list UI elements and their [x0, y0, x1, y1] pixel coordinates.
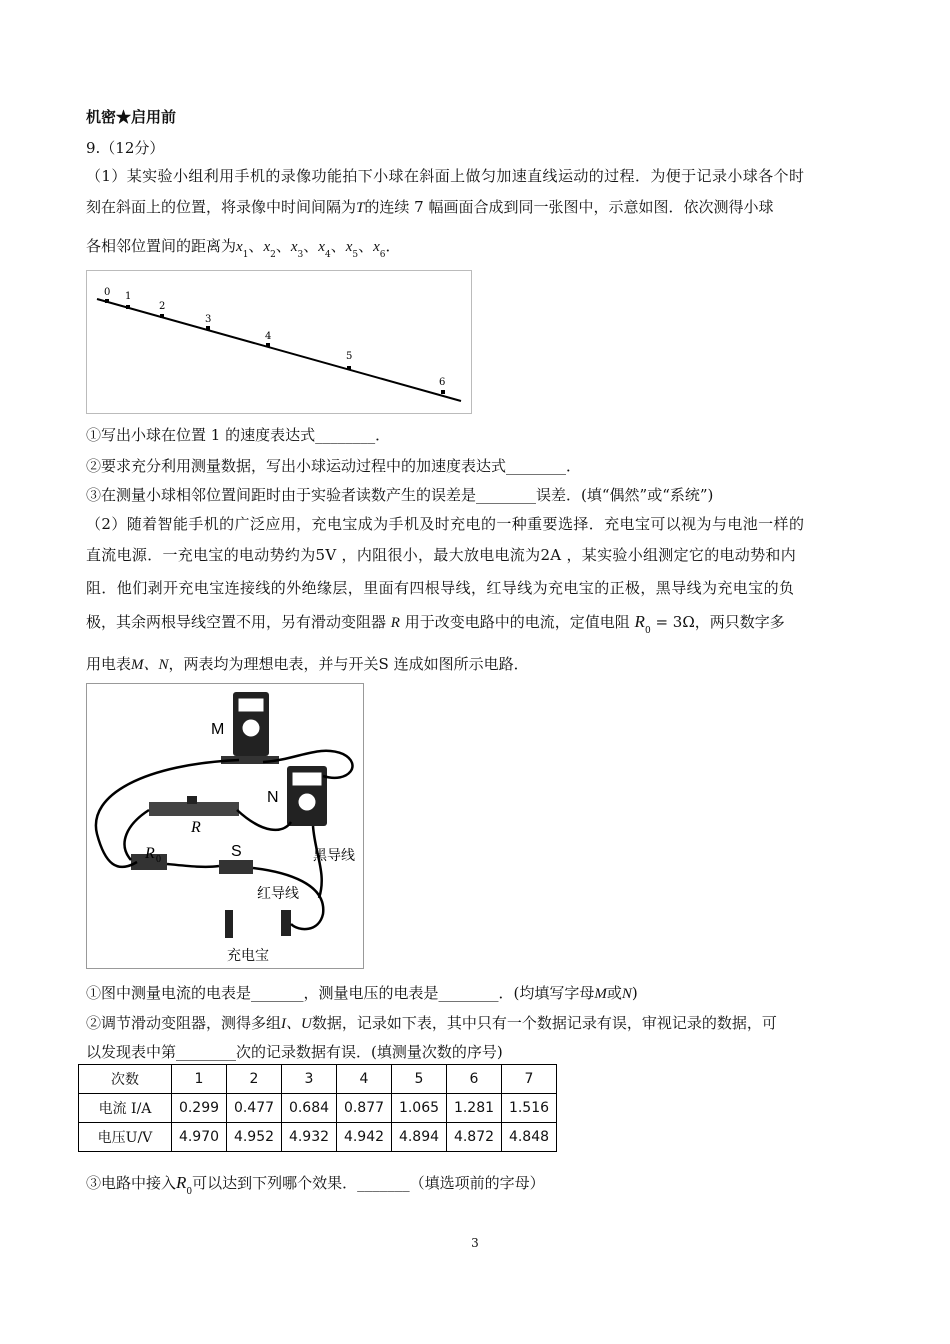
- table-current-label: 电流 I/A: [79, 1094, 172, 1123]
- part2-para4-c: ，两只数字多: [694, 613, 785, 631]
- x-symbol: x: [263, 239, 271, 255]
- separator: 、: [358, 237, 374, 255]
- table-cell: 5: [392, 1065, 447, 1094]
- point-label-4: 4: [265, 331, 272, 342]
- table-voltage-label: 电压U/V: [79, 1123, 172, 1152]
- symbol-R0-q3-sub: 0: [186, 1187, 193, 1197]
- table-cell: 4.942: [337, 1123, 392, 1152]
- x-sub: 5: [352, 250, 359, 260]
- separator: 、: [330, 237, 346, 255]
- table-cell: 0.877: [337, 1094, 392, 1123]
- part2-para5: [86, 654, 529, 675]
- incline-diagram: [87, 271, 471, 413]
- part1-para3-text: 各相邻位置间的距离为: [86, 237, 237, 255]
- table-row: [79, 1094, 557, 1123]
- x-symbol: x: [290, 239, 298, 255]
- meter-m-dial: [242, 719, 260, 737]
- ball-mark-5: [347, 366, 351, 370]
- part2-para3: 阻．他们剥开充电宝连接线的外绝缘层，里面有四根导线，红导线为充电宝的正极，黑导线为充电宝的负: [86, 579, 795, 597]
- confidential-header: 机密★启用前: [86, 108, 177, 126]
- symbol-R0-q3: R: [176, 1173, 187, 1192]
- label-r0-sub: 0: [156, 854, 161, 865]
- ball-mark-6: [441, 390, 445, 394]
- table-cell: 0.477: [227, 1094, 282, 1123]
- table-cell: 4.952: [227, 1123, 282, 1152]
- part1-q2: ②要求充分利用测量数据，写出小球运动过程中的加速度表达式________．: [86, 457, 582, 475]
- symbol-MN: M、N: [131, 657, 169, 673]
- ball-mark-2: [160, 314, 164, 318]
- point-label-2: 2: [159, 301, 166, 312]
- part2-para2: 直流电源．一充电宝的电动势约为5V ，内阻很小，最大放电电流为2A ，某实验小组测定它的电动势和内: [86, 546, 796, 564]
- point-label-3: 3: [205, 314, 212, 325]
- powerbank-left: [225, 910, 233, 938]
- point-label-5: 5: [346, 351, 353, 362]
- part2-q1-end: ): [631, 984, 638, 1002]
- part1-para2-a: 刻在斜面上的位置，将录像中时间间隔为: [86, 198, 357, 216]
- symbol-R0: R: [634, 612, 645, 631]
- table-cell: 1.065: [392, 1094, 447, 1123]
- x-symbol: x: [345, 239, 353, 255]
- period: ．: [385, 237, 401, 255]
- point-label-0: 0: [104, 287, 111, 298]
- separator: 、: [248, 237, 264, 255]
- part2-q2: [86, 1013, 777, 1034]
- x-symbol: x: [236, 239, 243, 255]
- incline-line: [97, 299, 461, 401]
- separator: 、: [303, 237, 319, 255]
- powerbank-right: [281, 910, 291, 936]
- x-symbol: x: [318, 239, 325, 255]
- point-label-6: 6: [439, 377, 446, 388]
- meter-n-screen: [292, 772, 322, 786]
- separator: 、: [275, 237, 291, 255]
- table-cell: 4.894: [392, 1123, 447, 1152]
- part1-q3: ③在测量小球相邻位置间距时由于实验者读数产生的误差是________误差．(填“偶然”或“系统”): [86, 486, 714, 504]
- page-number: 3: [471, 1236, 479, 1250]
- part2-para4: [86, 612, 785, 641]
- x-sub: 1: [242, 250, 249, 260]
- table-row: [79, 1065, 557, 1094]
- table-row: [79, 1123, 557, 1152]
- table-cell: 1: [172, 1065, 227, 1094]
- part1-para3: [86, 236, 401, 265]
- part2-q3-b: 可以达到下列哪个效果．_______（填选项前的字母）: [192, 1174, 545, 1192]
- part2-q2-cont: 以发现表中第________次的记录数据有误．(填测量次数的序号): [86, 1043, 503, 1061]
- rheostat-slider: [187, 796, 197, 804]
- label-power-bank: 充电宝: [227, 948, 269, 964]
- switch-s: [219, 860, 253, 874]
- part1-para2-b: 的连续 7 幅画面合成到同一张图中，示意如图．依次测得小球: [364, 198, 774, 216]
- x-sub: 3: [297, 250, 304, 260]
- part2-q1-or: 或: [606, 984, 622, 1002]
- point-label-1: 1: [125, 291, 132, 302]
- part2-q3-a: ③电路中接入: [86, 1174, 177, 1192]
- table-cell: 0.299: [172, 1094, 227, 1123]
- part2-q1-a: ①图中测量电流的电表是_______，测量电压的电表是________．(均填写字母: [86, 984, 595, 1002]
- label-m: M: [211, 721, 225, 738]
- wire-3: [237, 810, 291, 830]
- part2-q2-b: 数据，记录如下表，其中只有一个数据记录有误，审视记录的数据，可: [311, 1014, 777, 1032]
- symbol-T: T: [356, 200, 365, 216]
- label-red-wire: 红导线: [257, 886, 299, 902]
- symbol-IU: I、U: [281, 1016, 312, 1032]
- table-cell: 4.848: [502, 1123, 557, 1152]
- x-symbol: x: [373, 239, 380, 255]
- part2-para4-a: 极，其余两根导线空置不用，另有滑动变阻器: [86, 613, 387, 631]
- ball-mark-1: [126, 305, 130, 309]
- part1-para2: [86, 197, 773, 218]
- table-cell: 3: [282, 1065, 337, 1094]
- table-cell: 4.872: [447, 1123, 502, 1152]
- ball-mark-4: [266, 343, 270, 347]
- rheostat-body: [149, 802, 239, 816]
- table-cell: 1.516: [502, 1094, 557, 1123]
- symbol-R0-sub: 0: [644, 626, 651, 636]
- table-cell: 2: [227, 1065, 282, 1094]
- label-n: N: [267, 789, 279, 806]
- label-s: S: [231, 843, 242, 860]
- part2-para1: （2）随着智能手机的广泛应用，充电宝成为手机及时充电的一种重要选择．充电宝可以视为与电池一样的: [86, 515, 805, 533]
- circuit-figure: [86, 683, 364, 969]
- x-sub: 6: [379, 250, 386, 260]
- ball-mark-0: [105, 299, 109, 303]
- r0-value: = 3Ω: [655, 613, 695, 631]
- part2-q3: [86, 1173, 545, 1202]
- part2-q2-a: ②调节滑动变阻器，测得多组: [86, 1014, 282, 1032]
- label-r: R: [191, 819, 201, 836]
- part2-q1: [86, 983, 638, 1004]
- symbol-M: M: [594, 986, 607, 1002]
- part2-para4-b: 用于改变电路中的电流，定值电阻: [404, 613, 630, 631]
- question-title: 9.（12分）: [86, 139, 165, 157]
- wire-4: [167, 864, 219, 867]
- incline-figure: [86, 270, 472, 414]
- table-cell: 4.970: [172, 1123, 227, 1152]
- table-header-label: 次数: [79, 1065, 172, 1094]
- x-sub: 2: [270, 250, 276, 260]
- circuit-diagram: [87, 684, 363, 968]
- data-table: [78, 1064, 557, 1152]
- meter-n-dial: [298, 793, 316, 811]
- table-cell: 0.684: [282, 1094, 337, 1123]
- table-cell: 7: [502, 1065, 557, 1094]
- label-r0: R: [145, 845, 155, 862]
- label-black-wire: 黑导线: [313, 848, 355, 864]
- part2-para5-b: ，两表均为理想电表，并与开关S 连成如图所示电路．: [168, 655, 529, 673]
- table-cell: 1.281: [447, 1094, 502, 1123]
- ball-mark-3: [206, 326, 210, 330]
- x-sub: 4: [324, 250, 331, 260]
- symbol-R: R: [390, 615, 400, 631]
- part1-q1: ①写出小球在位置 1 的速度表达式________．: [86, 426, 391, 444]
- part1-para1: （1）某实验小组利用手机的录像功能拍下小球在斜面上做匀加速直线运动的过程．为便于记录小球各个时: [86, 167, 805, 185]
- part2-para5-a: 用电表: [86, 655, 132, 673]
- table-cell: 6: [447, 1065, 502, 1094]
- meter-m-screen: [238, 698, 264, 712]
- table-cell: 4: [337, 1065, 392, 1094]
- table-cell: 4.932: [282, 1123, 337, 1152]
- symbol-N: N: [621, 986, 632, 1002]
